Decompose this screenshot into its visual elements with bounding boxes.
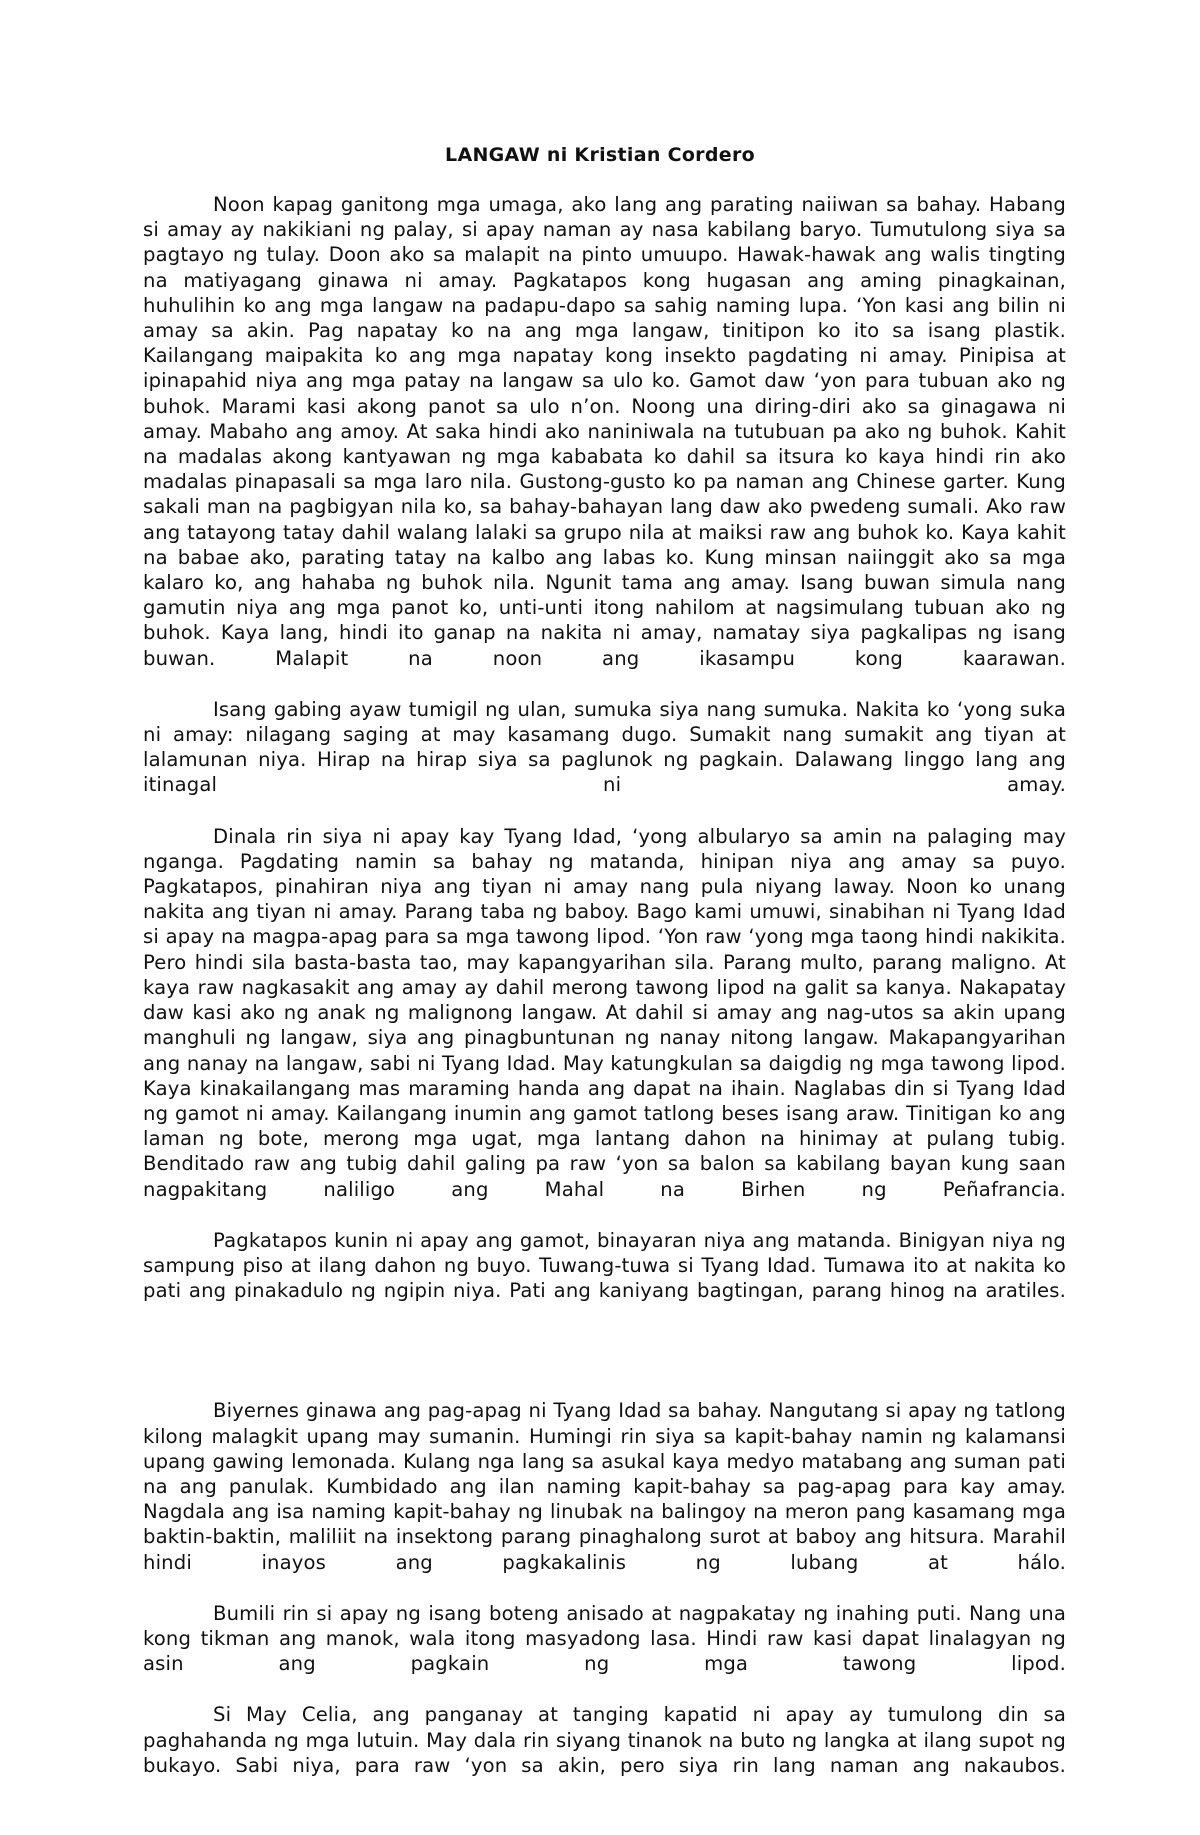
paragraph-5: Biyernes ginawa ang pag-apag ni Tyang Idad sa bahay. Nangutang si apay ng tatlong kilong malagkit upang may sumanin. Humingi rin siya sa kapit-bahay namin ng kalamansi upang gawing lemonada. Kulang nga lang sa asukal kaya medyo matabang ang suman pati na ang panulak. Kumbidado ang ilan naming kapit-bahay sa pag-apag para kay amay. Nagdala ang isa naming kapit-bahay ng linubak na balingoy na meron pang kasamang mga baktin-baktin, maliliit na insektong parang pinaghalong surot at baboy ang hitsura. Marahil hindi inayos ang pagkakalinis ng lubang at hálo. [143,1399,1066,1574]
paragraph-3: Dinala rin siya ni apay kay Tyang Idad, ‘yong albularyo sa amin na palaging may nganga. Pagdating namin sa bahay ng matanda, hinipan niya ang amay sa puyo. Pagkatapos, pinahiran niya ang tiyan ni amay nang pula niyang laway. Noon ko unang nakita ang tiyan ni amay. Parang taba ng baboy. Bago kami umuwi, sinabihan ni Tyang Idad si apay na magpa-apag para sa mga tawong lipod. ‘Yon raw ‘yong mga taong hindi nakikita. Pero hindi sila basta-basta tao, may kapangyarihan sila. Parang multo, parang maligno. At kaya raw nagkasakit ang amay ay dahil merong tawong lipod na galit sa kanya. Nakapatay daw kasi ako ng anak ng malignong langaw. At dahil si amay ang nag-utos sa akin upang manghuli ng langaw, siya ang pinagbuntunan ng nanay nitong langaw. Makapangyarihan ang nanay na langaw, sabi ni Tyang Idad. May katungkulan sa daigdig ng mga tawong lipod. Kaya kinakailangang mas maraming handa ang dapat na ihain. Naglabas din si Tyang Idad ng gamot ni amay. Kailangang inumin ang gamot tatlong beses isang araw. Tinitigan ko ang laman ng bote, merong mga ugat, mga lantang dahon na hinimay at pulang tubig. Benditado raw ang tubig dahil galing pa raw ‘yon sa balon sa kabilang bayan kung saan nagpakitang naliligo ang Mahal na Birhen ng Peñafrancia. [143,824,1066,1201]
paragraph-6: Bumili rin si apay ng isang boteng anisado at nagpakatay ng inahing puti. Nang una kong tikman ang manok, wala itong masyadong lasa. Hindi raw kasi dapat linalagyan ng asin ang pagkain ng mga tawong lipod. [143,1601,1066,1676]
paragraph-4: Pagkatapos kunin ni apay ang gamot, binayaran niya ang matanda. Binigyan niya ng sampung piso at ilang dahon ng buyo. Tuwang-tuwa si Tyang Idad. Tumawa ito at nakita ko pati ang pinakadulo ng ngipin niya. Pati ang kaniyang bagtingan, parang hinog na aratiles. [143,1228,1066,1303]
document-title: LANGAW ni Kristian Cordero [445,144,755,166]
paragraph-2: Isang gabing ayaw tumigil ng ulan, sumuka siya nang sumuka. Nakita ko ‘yong suka ni amay: nilagang saging at may kasamang dugo. Sumakit nang sumakit ang tiyan at lalamunan niya. Hirap na hirap siya sa paglunok ng pagkain. Dalawang linggo lang ang itinagal ni amay. [143,697,1066,797]
document-body [143,192,1066,1778]
paragraph-7: Si May Celia, ang panganay at tanging kapatid ni apay ay tumulong din sa paghahanda ng mga lutuin. May dala rin siyang tinanok na buto ng langka at ilang supot ng bukayo. Sabi niya, para raw ‘yon sa akin, pero siya rin lang naman ang nakaubos. [143,1703,1066,1777]
paragraph-1: Noon kapag ganitong mga umaga, ako lang ang parating naiiwan sa bahay. Habang si amay ay nakikiani ng palay, si apay naman ay nasa kabilang baryo. Tumutulong siya sa pagtayo ng tulay. Doon ako sa malapit na pinto umuupo. Hawak-hawak ang walis tingting na matiyagang ginawa ni amay. Pagkatapos kong hugasan ang aming pinagkainan, huhulihin ko ang mga langaw na padapu-dapo sa sahig naming lupa. ‘Yon kasi ang bilin ni amay sa akin. Pag napatay ko na ang mga langaw, tinitipon ko ito sa isang plastik. Kailangang maipakita ko ang mga napatay kong insekto pagdating ni amay. Pinipisa at ipinapahid niya ang mga patay na langaw sa ulo ko. Gamot daw ‘yon para tubuan ako ng buhok. Marami kasi akong panot sa ulo n’on. Noong una diring-diri ako sa ginagawa ni amay. Mabaho ang amoy. At saka hindi ako naniniwala na tutubuan pa ako ng buhok. Kahit na madalas akong kantyawan ng mga kababata ko dahil sa itsura ko kaya hindi rin ako madalas pinapasali sa mga laro nila. Gustong-gusto ko pa naman ang Chinese garter. Kung sakali man na pagbigyan nila ko, sa bahay-bahayan lang daw ako pwedeng sumali. Ako raw ang tatayong tatay dahil walang lalaki sa grupo nila at maiksi raw ang buhok ko. Kaya kahit na babae ako, parating tatay na kalbo ang labas ko. Kung minsan naiinggit ako sa mga kalaro ko, ang hahaba ng buhok nila. Ngunit tama ang amay. Isang buwan simula nang gamutin niya ang mga panot ko, unti-unti itong nahilom at nagsimulang tubuan ako ng buhok. Kaya lang, hindi ito ganap na nakita ni amay, namatay siya pagkalipas ng isang buwan. Malapit na noon ang ikasampu kong kaarawan. [143,193,1066,670]
